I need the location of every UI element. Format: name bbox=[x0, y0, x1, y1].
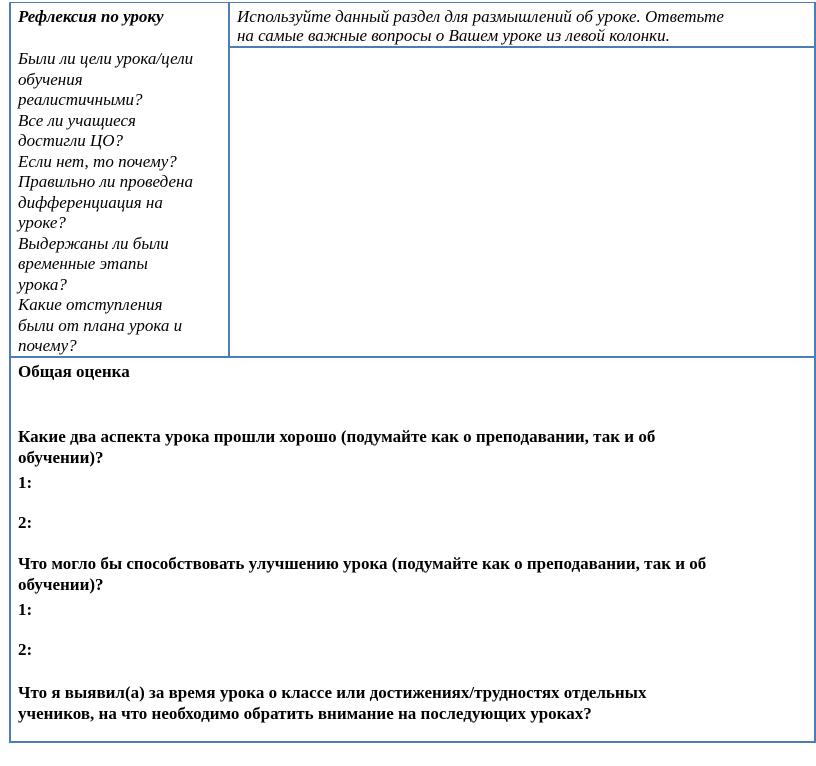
answer-label-2: 2: bbox=[18, 513, 33, 532]
question-line: достигли ЦО? bbox=[18, 131, 124, 150]
question-improvements: Что могло бы способствовать улучшению урока (подумайте как о преподавании, так и об bbox=[18, 554, 707, 573]
question-line: почему? bbox=[18, 336, 77, 355]
question-line: Все ли учащиеся bbox=[18, 110, 136, 130]
question-good-aspects: Какие два аспекта урока прошли хорошо (подумайте как о преподавании, так и об bbox=[18, 427, 656, 446]
reflection-questions-cell bbox=[11, 3, 230, 356]
question-good-aspects-cont: обучении)? bbox=[18, 448, 104, 467]
overall-assessment-cell bbox=[11, 358, 814, 741]
question-line: временные этапы bbox=[18, 254, 148, 273]
answer-label-2: 2: bbox=[18, 640, 33, 659]
question-line: урока? bbox=[18, 274, 67, 294]
instruction-line: на самые важные вопросы о Вашем уроке из левой колонки. bbox=[237, 26, 670, 45]
instruction-text bbox=[237, 7, 816, 45]
question-line: были от плана урока и bbox=[18, 315, 183, 335]
answer-label-1: 1: bbox=[18, 600, 33, 619]
question-line: дифференциация на bbox=[18, 192, 163, 212]
question-line: уроке? bbox=[18, 213, 66, 232]
question-line: Если нет, то почему? bbox=[18, 151, 177, 171]
question-line: обучения bbox=[18, 69, 83, 89]
reflection-questions-list bbox=[18, 49, 228, 357]
instruction-cell bbox=[230, 3, 814, 48]
question-class-findings-cont: учеников, на что необходимо обратить внимание на последующих уроках? bbox=[18, 704, 592, 723]
question-class-findings: Что я выявил(а) за время урока о классе или достижениях/трудностях отдельных bbox=[18, 683, 647, 702]
answer-label-1: 1: bbox=[18, 473, 33, 492]
question-line: реалистичными? bbox=[18, 90, 143, 109]
question-improvements-cont: обучении)? bbox=[18, 575, 104, 594]
question-line: Были ли цели урока/цели bbox=[18, 49, 194, 68]
reflection-table bbox=[9, 2, 816, 743]
instruction-line: Используйте данный раздел для размышлений об уроке. Ответьте bbox=[237, 7, 724, 26]
overall-title: Общая оценка bbox=[18, 362, 130, 381]
question-line: Правильно ли проведена bbox=[18, 172, 193, 191]
reflection-heading: Рефлексия по уроку bbox=[18, 7, 164, 26]
question-line: Выдержаны ли были bbox=[18, 233, 169, 253]
question-line: Какие отступления bbox=[18, 295, 163, 314]
